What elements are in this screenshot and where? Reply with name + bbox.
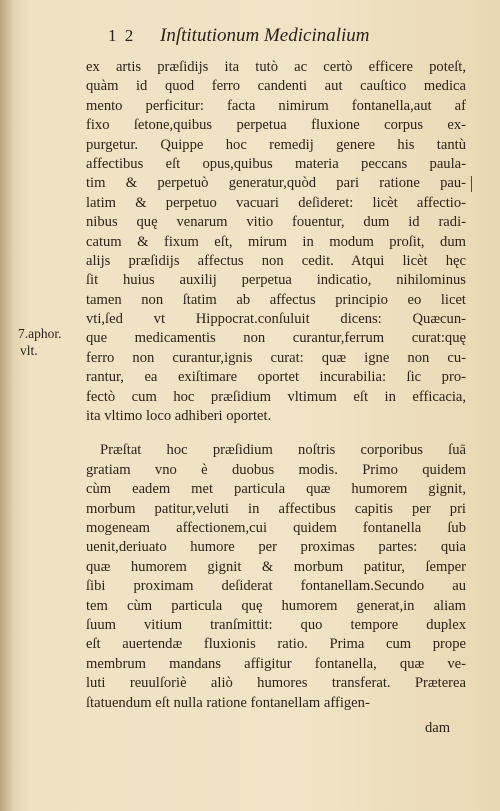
text-body — [86, 58, 466, 713]
text-line: uenit,deriuato humore per proximas partes: quia — [86, 539, 466, 556]
text-line: mogeneam affectionem,cui quidem fontanella ſub — [86, 519, 466, 536]
text-line: eſt auertendæ fluxionis ratio. Prima cum prope — [86, 636, 466, 653]
running-head: Inſtitutionum Medicinalium — [160, 25, 370, 46]
text-line: catum & fixum eſt, mirum in modum proſit, dum — [86, 233, 466, 250]
text-line: nibus quę venarum vitio fouentur, dum id radi- — [86, 214, 466, 231]
text-line: mento perficitur: facta nimirum fontanella,aut af — [86, 97, 466, 114]
text-line: fixo ſetone,quibus perpetua fluxione corpus ex- — [86, 117, 466, 134]
text-line: Præſtat hoc præſidium noſtris corporibus ſuā — [100, 442, 466, 459]
text-line: quæ humorem gignit & morbum patitur, ſemper — [86, 558, 466, 575]
text-line: fectò cum hoc præſidium vltimum eſt in efficacia, — [86, 388, 466, 405]
page-header — [0, 22, 500, 52]
margin-note-line-1: 7.aphor. — [18, 326, 62, 341]
text-line: ſit huius auxilij perpetua indicatio, nihilominus — [86, 272, 466, 289]
paragraph — [86, 441, 466, 712]
text-line: ita vltimo loco adhiberi oportet. — [86, 408, 272, 425]
text-line: tamen non ſtatim ab affectus principio eo licet — [86, 291, 466, 308]
paragraph — [86, 58, 466, 426]
text-line: vti,ſed vt Hippocrat.conſuluit dicens: Quæcun- — [86, 311, 466, 328]
text-line: ex artis præſidijs ita tutò ac certò efficere poteſt, — [86, 59, 466, 75]
paragraph-gap — [86, 426, 466, 441]
text-line: gratiam vno è duobus modis. Primo quidem — [86, 461, 466, 478]
margin-mark — [471, 176, 472, 192]
text-line: rantur, ea exiſtimare oportet incurabilia: ſic pro- — [86, 369, 466, 386]
page-number: 1 2 — [108, 26, 136, 45]
text-line: affectibus eſt opus,quibus materia peccans paula- — [86, 155, 466, 172]
margin-note-line-2: vlt. — [20, 343, 38, 358]
text-line: ſibi proximam deſiderat fontanellam.Secundo au — [86, 578, 466, 595]
text-line: quàm id quod ferro candenti aut cauſtico medica — [86, 78, 466, 95]
text-line: ferro non curantur,ignis curat: quæ igne non cu- — [86, 349, 466, 366]
text-line: ſuum vitium tranſmittit: quo tempore duplex — [86, 616, 466, 633]
catchword: dam — [425, 720, 451, 736]
text-line: latim & perpetuo vacuari deſideret: licèt affectio- — [86, 194, 466, 211]
text-line: alijs præſidijs affectus non cedit. Atqui licèt hęc — [86, 252, 466, 269]
gutter-shadow — [0, 0, 14, 811]
text-line: membrum mandans affigitur fontanella, quæ ve- — [86, 655, 466, 672]
text-line: que medicamentis non curantur,ferrum curat:quę — [86, 330, 466, 347]
text-line: ſtatuendum eſt nulla ratione fontanellam affigen- — [86, 694, 370, 711]
margin-note — [18, 325, 62, 359]
text-line: cùm eadem met particula quæ humorem gignit, — [86, 481, 466, 498]
text-line: tim & perpetuò generatur,quòd pari ratione pau- — [86, 175, 466, 192]
text-line: luti reuulſoriè aliò humores transferat. Præterea — [86, 675, 466, 692]
text-line: morbum patitur,veluti in affectibus capitis per pri — [86, 500, 466, 517]
text-line: purgetur. Quippe hoc remedij genere his tantù — [86, 136, 466, 153]
text-line: tem cùm particula quę humorem generat,in aliam — [86, 597, 466, 614]
